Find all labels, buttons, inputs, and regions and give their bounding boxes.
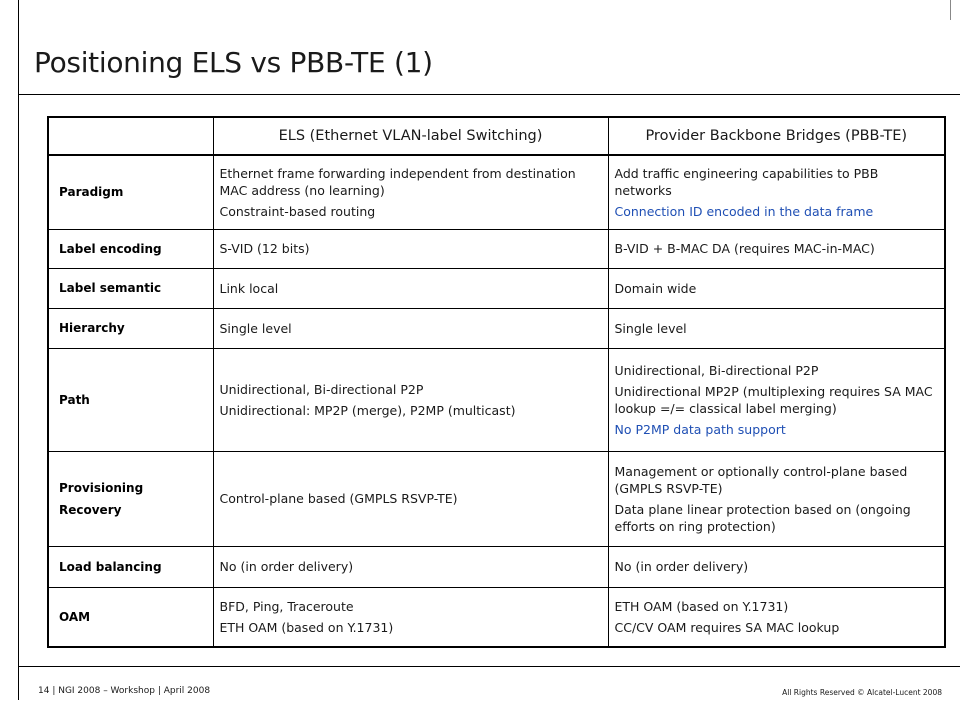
pbb-cell (608, 155, 945, 229)
footer-copyright: All Rights Reserved © Alcatel-Lucent 2008 (782, 688, 942, 697)
header-pbb-te: Provider Backbone Bridges (PBB-TE) (608, 117, 945, 155)
pbb-highlight-cell: B-VID + B-MAC DA (requires MAC-in-MAC) (608, 229, 945, 268)
els-cell (213, 155, 608, 229)
els-cell: Link local (213, 268, 608, 308)
pbb-text: ETH OAM (based on Y.1731) (614, 598, 789, 614)
pbb-cell (608, 451, 945, 546)
pbb-highlight-text: Connection ID encoded in the data frame (614, 203, 874, 219)
els-cell: Control-plane based (GMPLS RSVP-TE) (213, 451, 608, 546)
row-label (48, 451, 213, 546)
right-edge-tick (950, 0, 951, 20)
table-row-hierarchy (48, 308, 945, 348)
pbb-cell: No (in order delivery) (608, 546, 945, 587)
table-row-label-semantic (48, 268, 945, 308)
pbb-text: CC/CV OAM requires SA MAC lookup (614, 619, 840, 635)
pbb-text: Unidirectional, Bi-directional P2P (614, 362, 819, 378)
row-label-provisioning: Provisioning (59, 480, 144, 495)
comparison-table (47, 116, 946, 648)
pbb-cell (608, 587, 945, 647)
els-cell: No (in order delivery) (213, 546, 608, 587)
table-row-label-encoding (48, 229, 945, 268)
slide-title: Positioning ELS vs PBB-TE (1) (34, 46, 433, 79)
pbb-text: Unidirectional MP2P (multiplexing requires SA MAC lookup =/= classical label merging) (614, 383, 933, 416)
row-label-recovery: Recovery (59, 502, 122, 517)
els-text: BFD, Ping, Traceroute (219, 598, 354, 614)
left-vertical-rule (18, 0, 19, 700)
row-label: OAM (48, 587, 213, 647)
els-cell (213, 587, 608, 647)
pbb-text: Data plane linear protection based on (ongoing efforts on ring protection) (614, 501, 911, 534)
pbb-cell: Single level (608, 308, 945, 348)
table-row-load-balancing (48, 546, 945, 587)
row-label: Label semantic (48, 268, 213, 308)
els-cell (213, 348, 608, 451)
els-text: Unidirectional: MP2P (merge), P2MP (multicast) (219, 402, 516, 418)
pbb-cell: Domain wide (608, 268, 945, 308)
row-label: Path (48, 348, 213, 451)
els-cell: Single level (213, 308, 608, 348)
pbb-highlight-text: No P2MP data path support (614, 421, 786, 437)
footer-rule (18, 666, 960, 667)
header-empty-cell (48, 117, 213, 155)
els-text: Ethernet frame forwarding independent from destination MAC address (no learning) (219, 165, 576, 198)
header-els: ELS (Ethernet VLAN-label Switching) (213, 117, 608, 155)
table-row-oam (48, 587, 945, 647)
table-row-paradigm (48, 155, 945, 229)
pbb-text: Add traffic engineering capabilities to PBB networks (614, 165, 879, 198)
row-label: Hierarchy (48, 308, 213, 348)
pbb-cell (608, 348, 945, 451)
table-row-provisioning-recovery (48, 451, 945, 546)
row-label: Load balancing (48, 546, 213, 587)
pbb-text: Management or optionally control-plane based (GMPLS RSVP-TE) (614, 463, 908, 496)
els-text: Unidirectional, Bi-directional P2P (219, 381, 424, 397)
header-row (48, 117, 945, 155)
title-underline-rule (18, 94, 960, 95)
els-text: Constraint-based routing (219, 203, 376, 219)
els-text: ETH OAM (based on Y.1731) (219, 619, 394, 635)
footer-page-info: 14 | NGI 2008 – Workshop | April 2008 (38, 686, 211, 696)
table-row-path (48, 348, 945, 451)
row-label: Paradigm (48, 155, 213, 229)
els-cell: S-VID (12 bits) (213, 229, 608, 268)
row-label: Label encoding (48, 229, 213, 268)
